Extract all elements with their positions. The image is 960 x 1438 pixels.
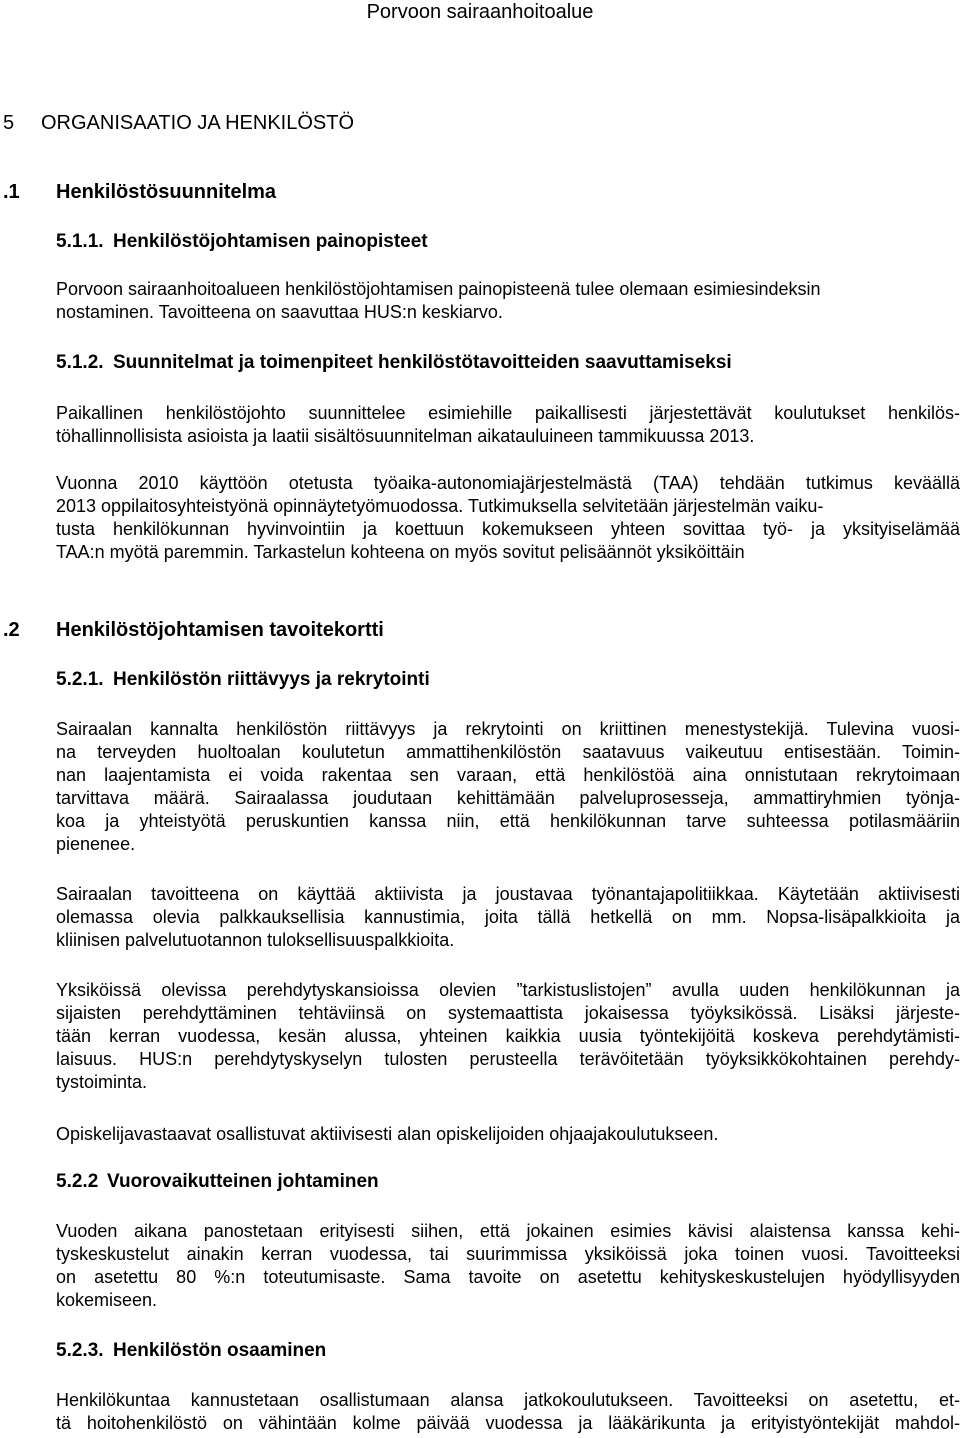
text-line: nostaminen. Tavoitteena on saavuttaa HUS:n keskiarvo. <box>56 302 503 322</box>
text-line: Sairaalan kannalta henkilöstön riittävyys ja rekrytointi on kriittinen menestystekijä. Tulevina vuosi- <box>56 719 960 739</box>
section-title: Henkilöstön osaaminen <box>113 1340 327 1361</box>
text-line: on asetettu 80 %:n toteutumisaste. Sama tavoite on asetettu kehityskeskustelujen hyödyllisyyden <box>56 1267 960 1287</box>
section-title: Henkilöstöjohtamisen painopisteet <box>113 231 428 252</box>
section-title: Vuorovaikutteinen johtaminen <box>107 1171 379 1192</box>
section-heading-5-2 <box>3 618 384 642</box>
text-line: Sairaalan tavoitteena on käyttää aktiivista ja joustavaa työnantajapolitiikkaa. Käytetään aktiivisesti <box>56 884 960 904</box>
text-line: töhallinnollisista asioista ja laatii sisältösuunnitelman aikatauluineen tammikuussa 2013. <box>56 426 755 446</box>
subsection-heading-5-2-1 <box>56 668 430 692</box>
text-line: koa ja yhteistyötä peruskuntien kanssa niin, että henkilökunnan tarve suhteessa potilasmääriin <box>56 811 960 831</box>
text-line: Vuoden aikana panostetaan erityisesti siihen, että jokainen esimies kävisi alaistensa kanssa kehi- <box>56 1221 960 1241</box>
paragraph <box>56 1123 960 1146</box>
text-line: Opiskelijavastaavat osallistuvat aktiivisesti alan opiskelijoiden ohjaajakoulutukseen. <box>56 1124 719 1144</box>
section-title: Henkilöstöjohtamisen tavoitekortti <box>56 619 384 641</box>
text-line: Henkilökuntaa kannustetaan osallistumaan alansa jatkokoulutukseen. Tavoitteeksi on asetettu, et- <box>56 1390 960 1410</box>
text-line: nan laajentamista ei voida rakentaa sen varaan, että henkilöstöä aina onnistutaan rekrytoimaan <box>56 765 960 785</box>
text-line: tä hoitohenkilöstö on vähintään kolme päivää vuodessa ja lääkärikunta ja erityistyöntekijät mahdol- <box>56 1413 960 1433</box>
section-number: 5.1.1. <box>56 231 104 252</box>
section-title: Henkilöstön riittävyys ja rekrytointi <box>113 669 430 690</box>
text-line: Vuonna 2010 käyttöön otetusta työaika-autonomiajärjestelmästä (TAA) tehdään tutkimus keväällä <box>56 473 960 493</box>
section-title: ORGANISAATIO JA HENKILÖSTÖ <box>41 112 355 134</box>
paragraph <box>56 883 960 952</box>
text-line: sijaisten perehdyttäminen tehtäviinsä on systemaattista jokaisessa työyksikössä. Lisäksi järjeste- <box>56 1003 960 1023</box>
text-line: tään kerran vuodessa, kesän alussa, yhteinen kaikkia uusia työntekijöitä koskeva perehdytämisti- <box>56 1026 960 1046</box>
running-header: Porvoon sairaanhoitoalue <box>366 1 594 23</box>
text-line: tusta henkilökunnan hyvinvointiin ja koettuun kokemukseen yhteen sovittaa työ- ja yksityiselämää <box>56 519 960 539</box>
paragraph <box>56 472 960 564</box>
section-number: .1 <box>3 181 20 203</box>
subsection-heading-5-1-1 <box>56 230 428 254</box>
text-line: pienenee. <box>56 834 136 854</box>
text-line: Yksiköissä olevissa perehdytyskansioissa olevien ”tarkistuslistojen” avulla uuden henkilökunnan ja <box>56 980 960 1000</box>
paragraph <box>56 1389 960 1435</box>
section-heading-5-1 <box>3 180 276 204</box>
section-number: 5 <box>3 112 15 134</box>
text-line: tarvittava määrä. Sairaalassa joudutaan kehittämään palveluprosesseja, ammattiryhmien työnja- <box>56 788 960 808</box>
paragraph <box>56 1220 960 1312</box>
paragraph <box>56 718 960 856</box>
section-title: Henkilöstösuunnitelma <box>56 181 277 203</box>
text-line: Paikallinen henkilöstöjohto suunnittelee esimiehille paikallisesti järjestettävät koulutukset henkilös- <box>56 403 960 423</box>
section-number: 5.2.2 <box>56 1171 99 1192</box>
text-line: na terveyden huoltoalan koulutetun ammattihenkilöstön saatavuus vaikeutuu entisestään. Toimin- <box>56 742 960 762</box>
section-number: 5.1.2. <box>56 352 104 373</box>
section-title: Suunnitelmat ja toimenpiteet henkilöstötavoitteiden saavuttamiseksi <box>113 352 732 373</box>
section-heading-5 <box>3 111 354 135</box>
section-number: 5.2.1. <box>56 669 104 690</box>
section-number: 5.2.3. <box>56 1340 104 1361</box>
subsection-heading-5-2-3 <box>56 1339 326 1363</box>
paragraph <box>56 402 960 448</box>
section-number: .2 <box>3 619 20 641</box>
text-line: olemassa olevia palkkauksellisia kannustimia, joita tällä hetkellä on mm. Nopsa-lisäpalkkioita ja <box>56 907 960 927</box>
text-line: laisuus. HUS:n perehdytyskyselyn tulosten perusteella terävöitetään työyksikkökohtainen perehdy- <box>56 1049 960 1069</box>
text-line: tystoiminta. <box>56 1072 148 1092</box>
text-line: tyskeskustelut ainakin kerran vuodessa, tai suurimmissa yksiköissä joka toinen vuosi. Tavoitteeksi <box>56 1244 960 1264</box>
subsection-heading-5-1-2 <box>56 351 732 375</box>
text-line: TAA:n myötä paremmin. Tarkastelun kohteena on myös sovitut pelisäännöt yksiköittäin <box>56 542 745 562</box>
text-line: 2013 oppilaitosyhteistyönä opinnäytetyömuodossa. Tutkimuksella selvitetään järjestelmän vaiku- <box>56 496 824 516</box>
subsection-heading-5-2-2 <box>56 1170 379 1194</box>
text-line: kliinisen palvelutuotannon tuloksellisuuspalkkioita. <box>56 930 455 950</box>
paragraph <box>56 278 960 324</box>
text-line: Porvoon sairaanhoitoalueen henkilöstöjohtamisen painopisteenä tulee olemaan esimiesindeksin <box>56 279 821 299</box>
paragraph <box>56 979 960 1094</box>
text-line: kokemiseen. <box>56 1290 158 1310</box>
